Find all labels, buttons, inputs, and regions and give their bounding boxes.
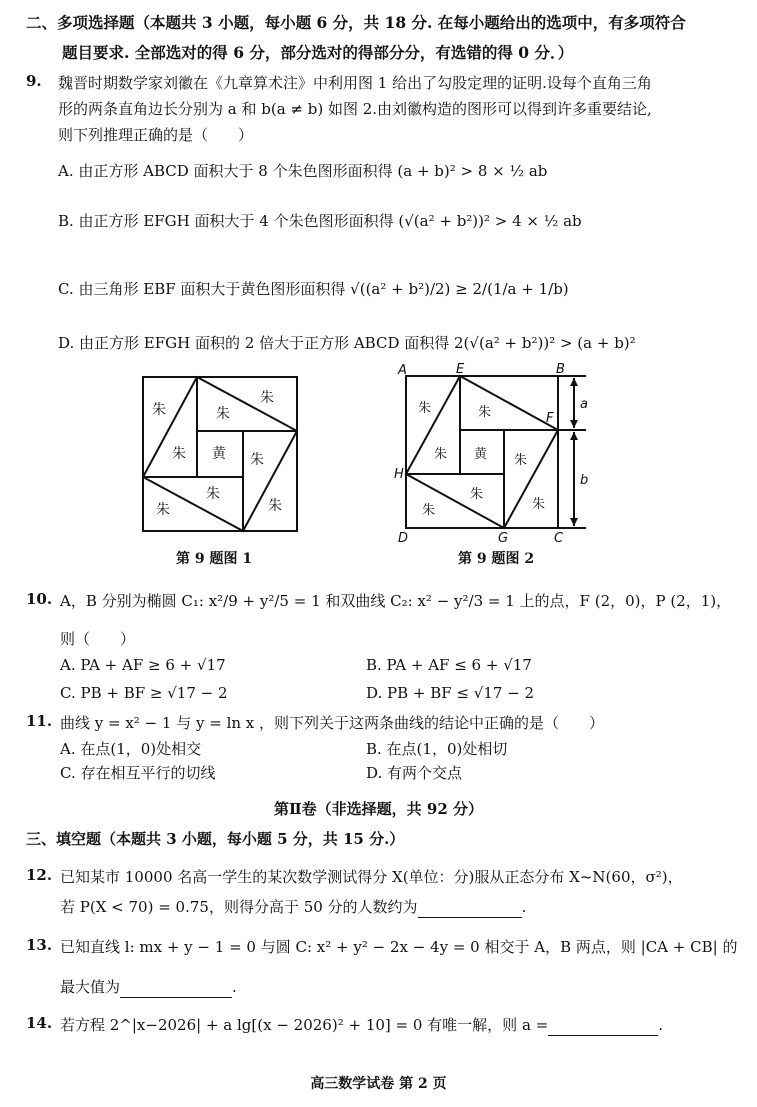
q13-line2 xyxy=(60,976,237,998)
part2-title: 第Ⅱ卷（非选择题，共 92 分） xyxy=(274,800,483,818)
q14-line1 xyxy=(60,1014,663,1036)
fig2-point-g: G xyxy=(498,531,509,546)
q10-stem-line1: A，B 分别为椭圆 C₁: x²/9 + y²/5 = 1 和双曲线 C₂: x² − y²/3 = 1 上的点，F (2，0)，P (2，1)， xyxy=(60,592,732,610)
q9-option-c: C. 由三角形 EBF 面积大于黄色图形面积得 √((a² + b²)/2) ≥ 2/(1/a + 1/b) xyxy=(58,280,569,298)
q9-figure-2 xyxy=(390,362,600,547)
q12-number: 12. xyxy=(26,866,53,884)
q9-option-d: D. 由正方形 EFGH 面积的 2 倍大于正方形 ABCD 面积得 2(√(a² + b²))² > (a + b)² xyxy=(58,334,636,352)
q11-option-d: D. 有两个交点 xyxy=(366,764,463,782)
fig2-label-zhu-6: 朱 xyxy=(422,503,436,518)
fig2-point-h: H xyxy=(394,467,404,482)
fig2-label-zhu-1: 朱 xyxy=(418,401,432,416)
fig2-point-f: F xyxy=(546,411,554,426)
q14-number: 14. xyxy=(26,1014,53,1032)
section2-header-line1: 二、多项选择题（本题共 3 小题，每小题 6 分，共 18 分. 在每小题给出的选项中，有多项符合 xyxy=(26,13,686,32)
q9-figure-1-caption: 第 9 题图 1 xyxy=(176,551,253,567)
q10-option-b: B. PA + AF ≤ 6 + √17 xyxy=(366,656,532,674)
q11-option-b: B. 在点(1，0)处相切 xyxy=(366,740,508,758)
q9-stem-line1: 魏晋时期数学家刘徽在《九章算术注》中利用图 1 给出了勾股定理的证明.设每个直角三角 xyxy=(58,74,652,92)
q12-line2 xyxy=(60,896,526,918)
fig1-label-zhu-6: 朱 xyxy=(206,486,220,502)
q10-option-d: D. PB + BF ≤ √17 − 2 xyxy=(366,684,535,702)
fig2-length-b: b xyxy=(580,473,589,488)
q10-option-a: A. PA + AF ≥ 6 + √17 xyxy=(60,656,226,674)
q12-line2-end: . xyxy=(521,898,527,916)
fig2-point-c: C xyxy=(554,531,564,546)
q9-stem-line2: 形的两条直角边长分别为 a 和 b(a ≠ b) 如图 2.由刘徽构造的图形可以得到许多重要结论, xyxy=(58,100,652,118)
q13-line1: 已知直线 l: mx + y − 1 = 0 与圆 C: x² + y² − 2x − 4y = 0 相交于 A，B 两点，则 |CA + CB| 的 xyxy=(60,938,738,956)
section3-header: 三、填空题（本题共 3 小题，每小题 5 分，共 15 分.） xyxy=(26,830,405,848)
q10-number: 10. xyxy=(26,590,53,608)
q14-answer-blank[interactable] xyxy=(548,1019,658,1036)
fig2-point-d: D xyxy=(398,531,409,546)
fig2-label-huang: 黄 xyxy=(474,447,488,462)
section2-header-line2: 题目要求. 全部选对的得 6 分，部分选对的得部分分，有选错的得 0 分．） xyxy=(62,43,574,62)
fig2-point-b: B xyxy=(556,362,565,377)
q13-line2-end: . xyxy=(232,978,237,996)
q14-line1-end: . xyxy=(658,1016,663,1034)
q11-number: 11. xyxy=(26,712,53,730)
fig1-label-zhu-4: 朱 xyxy=(172,446,186,462)
q9-option-b: B. 由正方形 EFGH 面积大于 4 个朱色图形面积得 (√(a² + b²))² > 4 × ½ ab xyxy=(58,212,582,230)
q10-stem-line2: 则（ ） xyxy=(60,630,136,648)
q9-option-a: A. 由正方形 ABCD 面积大于 8 个朱色图形面积得 (a + b)² > 8 × ½ ab xyxy=(58,162,548,180)
fig1-label-zhu-3: 朱 xyxy=(260,390,274,406)
fig2-label-zhu-4: 朱 xyxy=(514,453,528,468)
fig2-label-zhu-3: 朱 xyxy=(434,447,448,462)
q9-figure-1 xyxy=(140,374,300,534)
fig1-label-huang: 黄 xyxy=(212,446,226,462)
q11-option-a: A. 在点(1，0)处相交 xyxy=(60,740,202,758)
q12-line2-text: 若 P(X < 70) = 0.75，则得分高于 50 分的人数约为 xyxy=(60,898,418,916)
fig2-label-zhu-7: 朱 xyxy=(532,497,546,512)
q12-answer-blank[interactable] xyxy=(418,901,522,918)
q13-answer-blank[interactable] xyxy=(120,981,232,998)
fig2-point-e: E xyxy=(456,362,465,377)
q11-stem: 曲线 y = x² − 1 与 y = ln x ，则下列关于这两条曲线的结论中正确的是（ ） xyxy=(60,714,605,732)
q9-figure-2-caption: 第 9 题图 2 xyxy=(458,551,535,567)
fig1-label-zhu-5: 朱 xyxy=(250,452,264,468)
page-footer: 高三数学试卷 第 2 页 xyxy=(310,1076,447,1092)
fig2-length-a: a xyxy=(580,397,588,412)
q13-number: 13. xyxy=(26,936,53,954)
fig2-label-zhu-5: 朱 xyxy=(470,487,484,502)
fig1-label-zhu-2: 朱 xyxy=(216,406,230,422)
fig1-label-zhu-7: 朱 xyxy=(156,502,170,518)
q12-line1: 已知某市 10000 名高一学生的某次数学测试得分 X(单位：分)服从正态分布 X~N(60，σ²)， xyxy=(60,868,683,886)
q9-number: 9. xyxy=(26,72,42,90)
fig2-label-zhu-2: 朱 xyxy=(478,405,492,420)
fig1-label-zhu-1: 朱 xyxy=(152,402,166,418)
q13-line2-text: 最大值为 xyxy=(60,978,121,996)
q11-option-c: C. 存在相互平行的切线 xyxy=(60,764,216,782)
q9-stem-line3: 则下列推理正确的是（ ） xyxy=(58,126,254,144)
q14-line1-text: 若方程 2^|x−2026| + a lg[(x − 2026)² + 10] = 0 有唯一解，则 a = xyxy=(60,1016,549,1034)
q10-option-c: C. PB + BF ≥ √17 − 2 xyxy=(60,684,228,702)
fig1-label-zhu-8: 朱 xyxy=(268,498,282,514)
fig2-point-a: A xyxy=(398,363,407,378)
